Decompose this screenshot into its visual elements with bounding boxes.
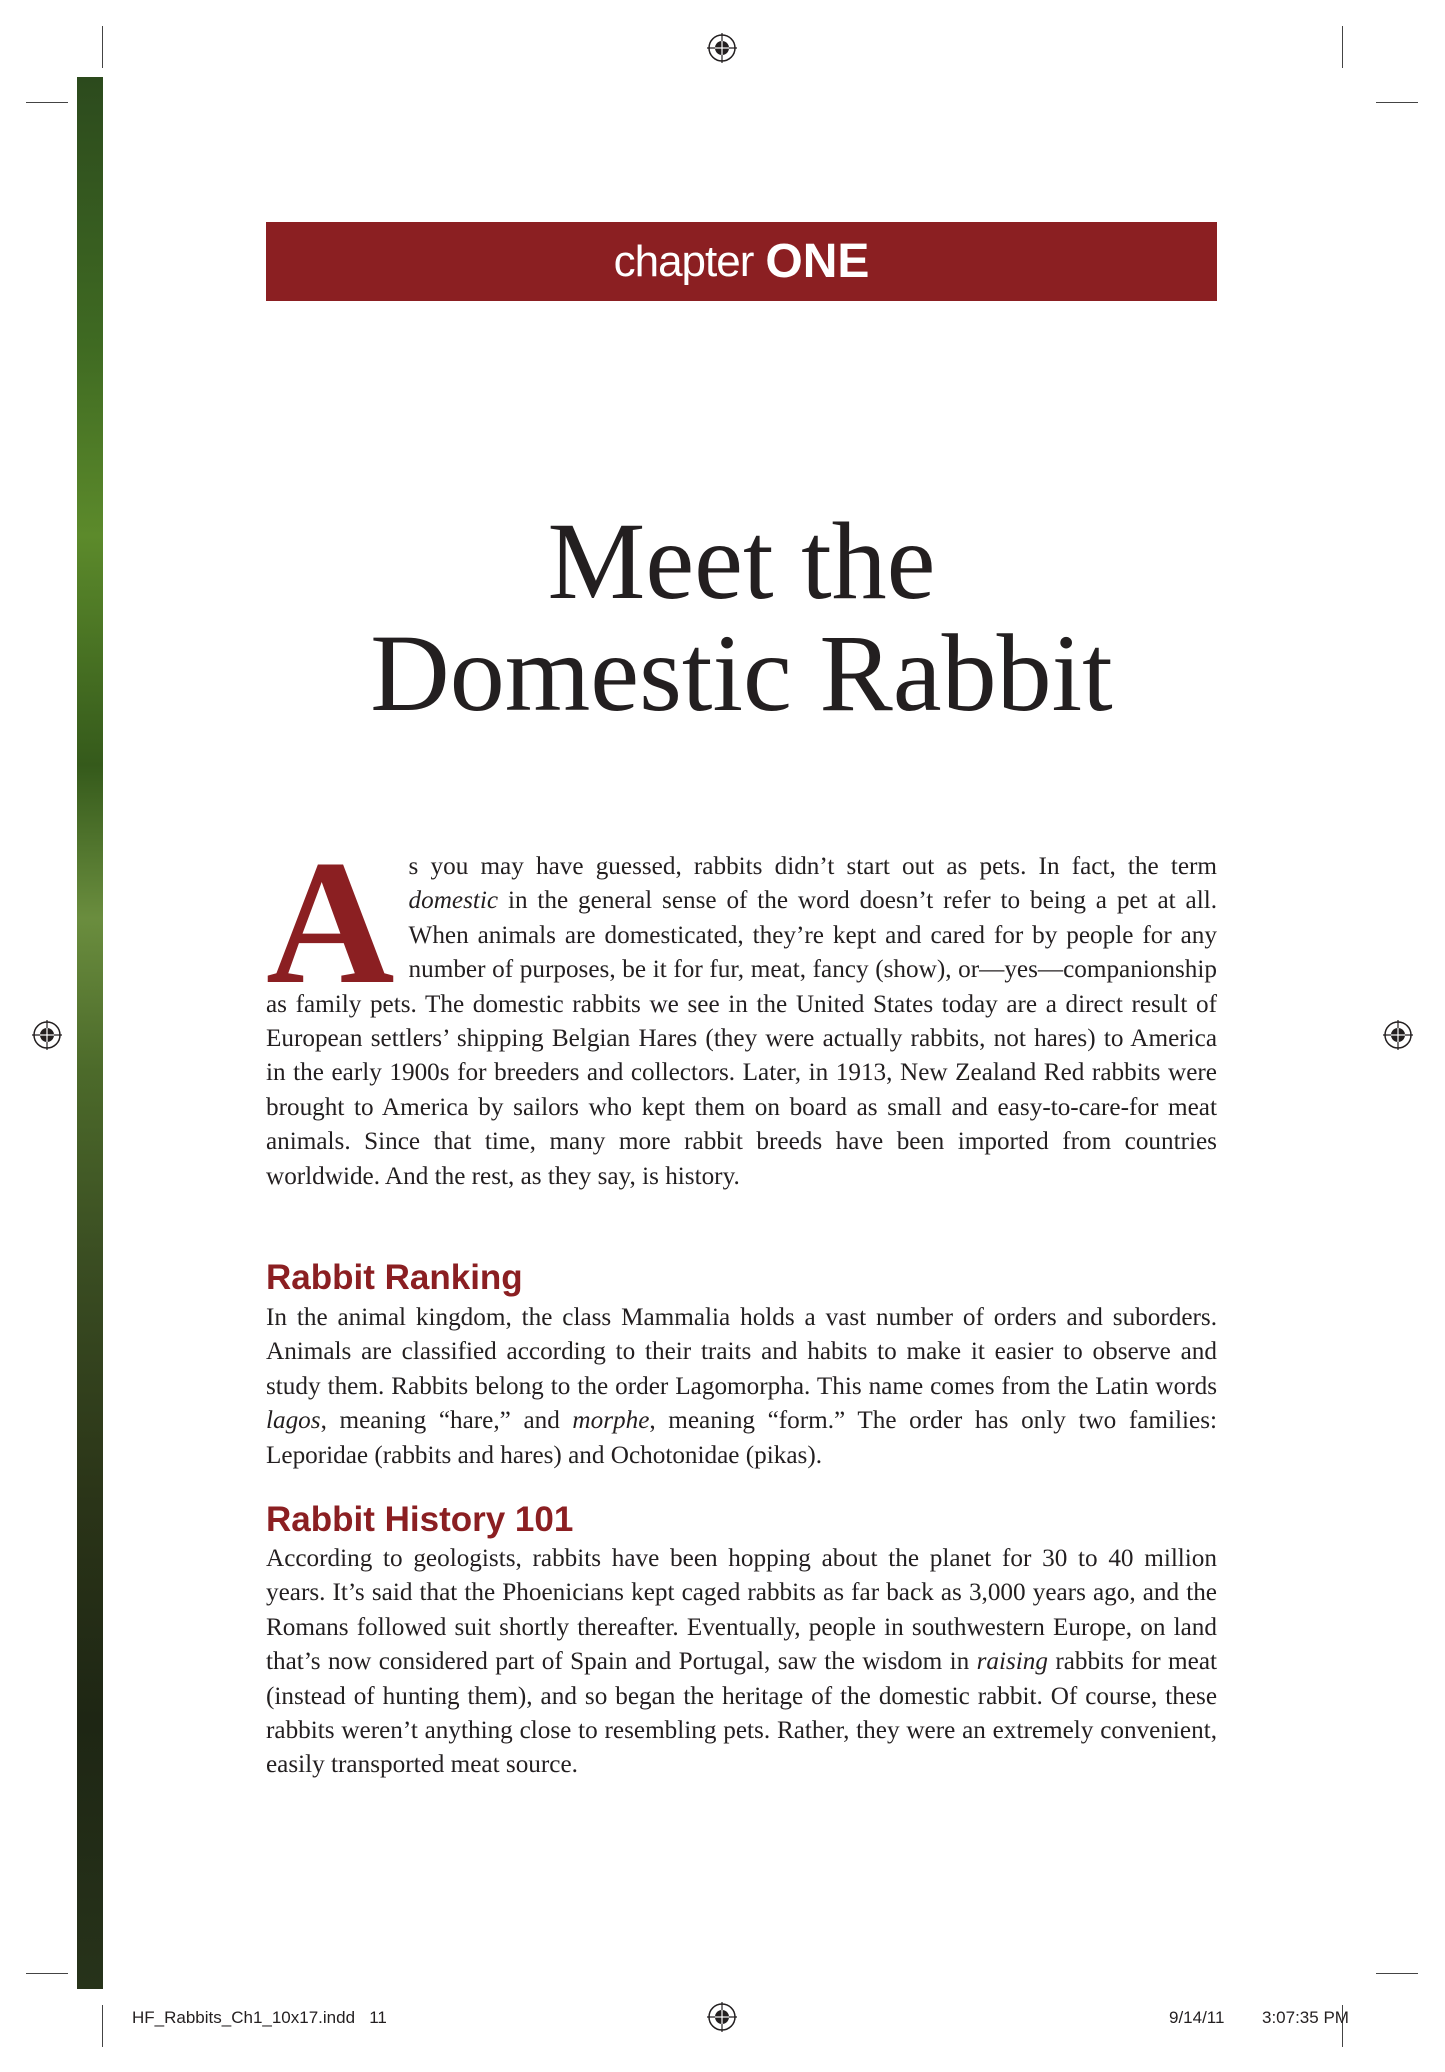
intro-emphasis-domestic: domestic — [408, 887, 499, 915]
registration-mark-icon — [707, 33, 737, 63]
history-text-1: According to geologists, rabbits have been hopping about the planet for 30 to 40 million years. It’s said that the Phoenicians kept caged rabbits as far back as 3,000 years ago, and the Romans followed suit shortly thereafter. Eventually, people in southwestern Europe, on land that’s now considered part of Spain and Portugal, saw the wisdom in — [266, 1545, 1217, 1676]
chapter-banner — [266, 222, 1217, 301]
crop-mark-icon — [1376, 1973, 1418, 1974]
registration-mark-icon — [707, 2002, 737, 2032]
ranking-text-3: , meaning “form.” The order has only two families: Leporidae (rabbits and hares) and Ochotonidae (pikas). — [266, 1407, 1217, 1469]
section-heading-rabbit-history: Rabbit History 101 — [266, 1500, 574, 1539]
footer-file-slug: HF_Rabbits_Ch1_10x17.indd 11 — [132, 2008, 387, 2027]
chapter-title-line-2: Domestic Rabbit — [370, 612, 1113, 734]
ranking-emphasis-lagos: lagos — [266, 1407, 321, 1435]
footer-time: 3:07:35 PM — [1262, 2008, 1349, 2027]
rabbit-ranking-paragraph — [266, 1301, 1217, 1473]
history-text-2: rabbits for meat (instead of hunting them), and so began the heritage of the domestic rabbit. Of course, these rabbits weren’t anything close to resembling pets. Rather, they were an extremely convenient, easily transported meat source. — [266, 1648, 1217, 1779]
crop-mark-icon — [102, 26, 103, 68]
chapter-word: chapter — [613, 236, 754, 286]
intro-text-2: in the general sense of the word doesn’t refer to being a pet at all. When animals are domesticated, they’re kept and cared for by people for any number of purposes, be it for fur, meat, fancy (show), or—yes—companionship as family pets. The domestic rabbits we see in the United States today are a direct result of European settlers’ shipping Belgian Hares (they were actually rabbits, not hares) to America in the early 1900s for breeders and collectors. Later, in 1913, New Zealand Red rabbits were brought to America by sailors who kept them on board as small and easy-to-care-for meat animals. Since that time, many more rabbit breeds have been imported from countries worldwide. And the rest, as they say, is history. — [266, 887, 1217, 1190]
chapter-title-line-1: Meet the — [547, 500, 936, 622]
registration-mark-icon — [1383, 1020, 1413, 1050]
crop-mark-icon — [1376, 102, 1418, 103]
intro-paragraph — [266, 823, 1217, 1194]
crop-mark-icon — [26, 1973, 68, 1974]
ranking-text-2: , meaning “hare,” and — [320, 1407, 573, 1435]
section-heading-rabbit-ranking: Rabbit Ranking — [266, 1258, 523, 1297]
ranking-emphasis-morphe: morphe — [572, 1407, 650, 1435]
crop-mark-icon — [102, 2005, 103, 2047]
drop-cap: A — [266, 823, 395, 1021]
ranking-text-1: In the animal kingdom, the class Mammalia holds a vast number of orders and suborders. Animals are classified according to their traits and habits to make it easier to observe and study them. Rabbits belong to the order Lagomorpha. This name comes from the Latin words — [266, 1304, 1217, 1400]
history-emphasis-raising: raising — [976, 1648, 1048, 1676]
chapter-title — [266, 500, 1217, 734]
registration-mark-icon — [32, 1020, 62, 1050]
rabbit-history-paragraph — [266, 1542, 1217, 1783]
edge-photo-strip — [77, 77, 103, 1989]
crop-mark-icon — [26, 102, 68, 103]
crop-mark-icon — [1342, 26, 1343, 68]
footer-date: 9/14/11 — [1169, 2008, 1225, 2027]
chapter-number: ONE — [765, 235, 870, 288]
intro-text-1: s you may have guessed, rabbits didn’t start out as pets. In fact, the term — [408, 853, 1217, 880]
